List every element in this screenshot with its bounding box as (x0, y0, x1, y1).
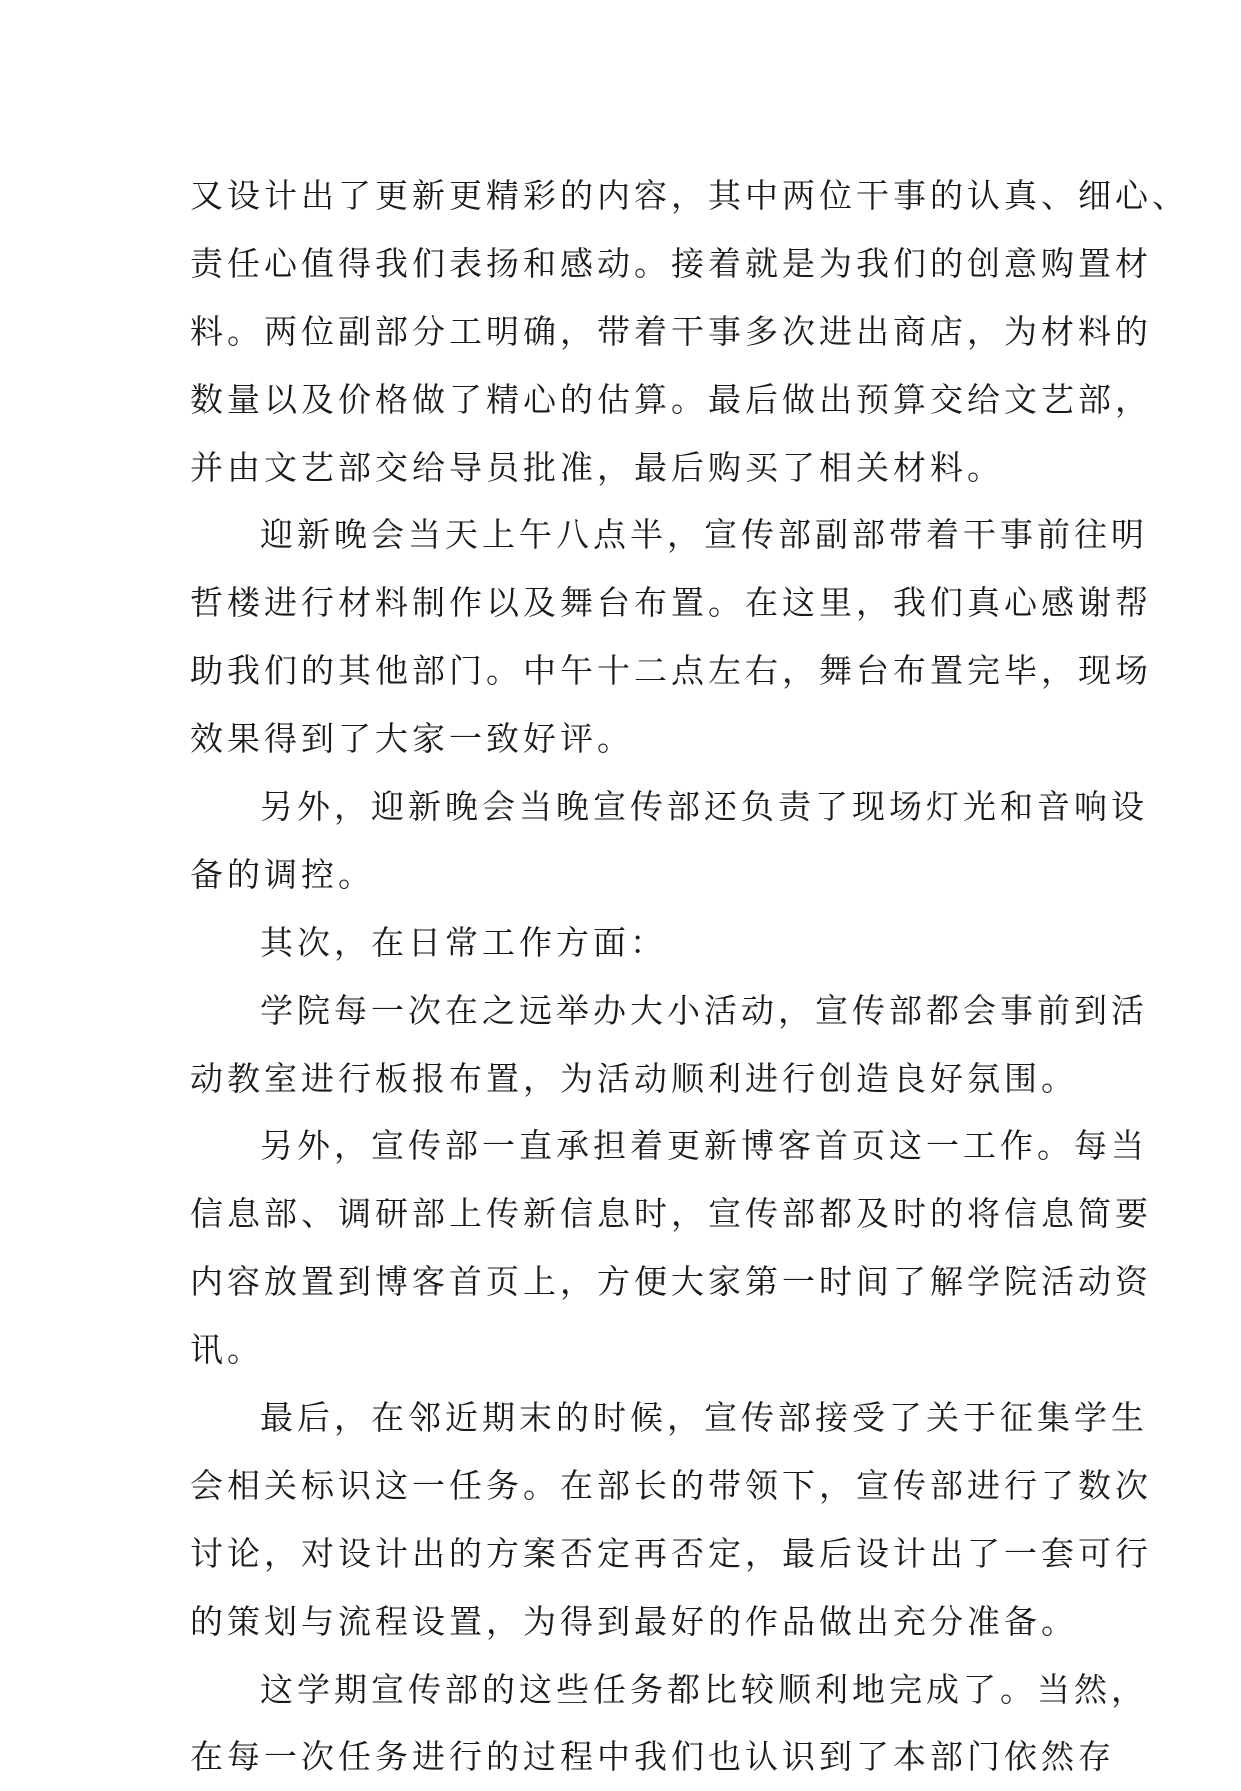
text-line: 并由文艺部交给导员批准，最后购买了相关材料。 (190, 447, 1004, 487)
paragraph-start-line: 学院每一次在之远举办大小活动，宣传部都会事前到活 (260, 990, 1148, 1030)
text-line: 备的调控。 (190, 854, 375, 894)
text-line: 又设计出了更新更精彩的内容，其中两位干事的认真、细心、 (190, 176, 1189, 215)
text-line: 的策划与流程设置，为得到最好的作品做出充分准备。 (190, 1601, 1078, 1641)
text-line: 在每一次任务进行的过程中我们也认识到了本部门依然存 (190, 1737, 1115, 1777)
text-line: 会相关标识这一任务。在部长的带领下，宣传部进行了数次 (190, 1465, 1152, 1505)
text-line: 料。两位副部分工明确，带着干事多次进出商店，为材料的 (190, 311, 1152, 351)
text-line: 助我们的其他部门。中午十二点左右，舞台布置完毕，现场 (190, 651, 1152, 691)
paragraph-start-line: 最后，在邻近期末的时候，宣传部接受了关于征集学生 (260, 1398, 1148, 1438)
text-line: 讨论，对设计出的方案否定再否定，最后设计出了一套可行 (190, 1533, 1152, 1573)
text-line: 效果得到了大家一致好评。 (190, 719, 634, 759)
text-line: 讯。 (190, 1330, 264, 1370)
text-line: 动教室进行板报布置，为活动顺利进行创造良好氛围。 (190, 1058, 1078, 1098)
paragraph-start-line: 这学期宣传部的这些任务都比较顺利地完成了。当然， (260, 1669, 1148, 1709)
document-body (190, 162, 1189, 1791)
paragraph-start-line: 另外，宣传部一直承担着更新博客首页这一工作。每当 (260, 1126, 1148, 1166)
text-line: 责任心值得我们表扬和感动。接着就是为我们的创意购置材 (190, 243, 1152, 283)
text-line: 内容放置到博客首页上，方便大家第一时间了解学院活动资 (190, 1262, 1152, 1302)
text-line: 哲楼进行材料制作以及舞台布置。在这里，我们真心感谢帮 (190, 583, 1152, 623)
text-line: 信息部、调研部上传新信息时，宣传部都及时的将信息简要 (190, 1194, 1152, 1234)
paragraph-start-line: 其次，在日常工作方面： (260, 922, 667, 962)
paragraph-start-line: 迎新晚会当天上午八点半，宣传部副部带着干事前往明 (260, 515, 1148, 555)
text-line: 数量以及价格做了精心的估算。最后做出预算交给文艺部， (190, 379, 1152, 419)
paragraph-start-line: 另外，迎新晚会当晚宣传部还负责了现场灯光和音响设 (260, 787, 1148, 827)
